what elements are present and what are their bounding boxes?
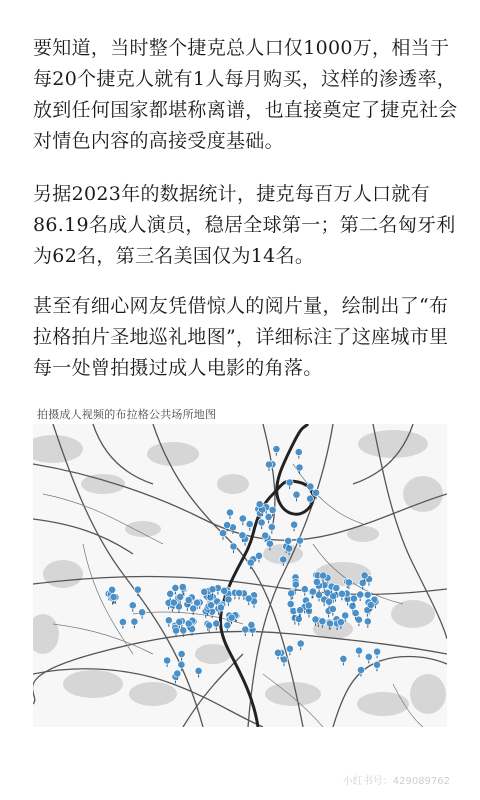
map-graphic xyxy=(33,424,447,727)
land-patch xyxy=(147,442,199,466)
land-patch xyxy=(63,670,123,698)
land-patch xyxy=(129,682,177,706)
prague-map-image xyxy=(33,402,447,727)
map-caption: 拍摄成人视频的布拉格公共场所地图 xyxy=(37,408,217,421)
land-patch xyxy=(43,560,83,588)
land-patch xyxy=(265,682,321,706)
land-patch xyxy=(410,674,446,714)
paragraph-population: 要知道，当时整个捷克总人口仅1000万，相当于每20个捷克人就有1人每月购买，这样的渗透率，放到任何国家都堪称离谱，也直接奠定了捷克社会对情色内容的高接受度基础。 xyxy=(33,37,458,152)
land-patch xyxy=(403,476,443,512)
land-patch xyxy=(357,692,409,716)
land-patch xyxy=(358,430,428,458)
paragraph-map-intro: 甚至有细心网友凭借惊人的阅片量，绘制出了“布拉格拍片圣地巡礼地图”，详细标注了这座城市里每一处曾拍摄过成人电影的角落。 xyxy=(33,295,449,379)
land-patch xyxy=(125,521,161,537)
watermark-id: 小红书号：429089762 xyxy=(342,776,450,787)
land-patch xyxy=(217,474,249,494)
land-patch xyxy=(391,600,435,628)
paragraph-statistics: 另据2023年的数据统计，捷克每百万人口就有86.19名成人演员，稳居全球第一；第二名匈牙利为62名，第三名美国仅为14名。 xyxy=(33,183,456,267)
